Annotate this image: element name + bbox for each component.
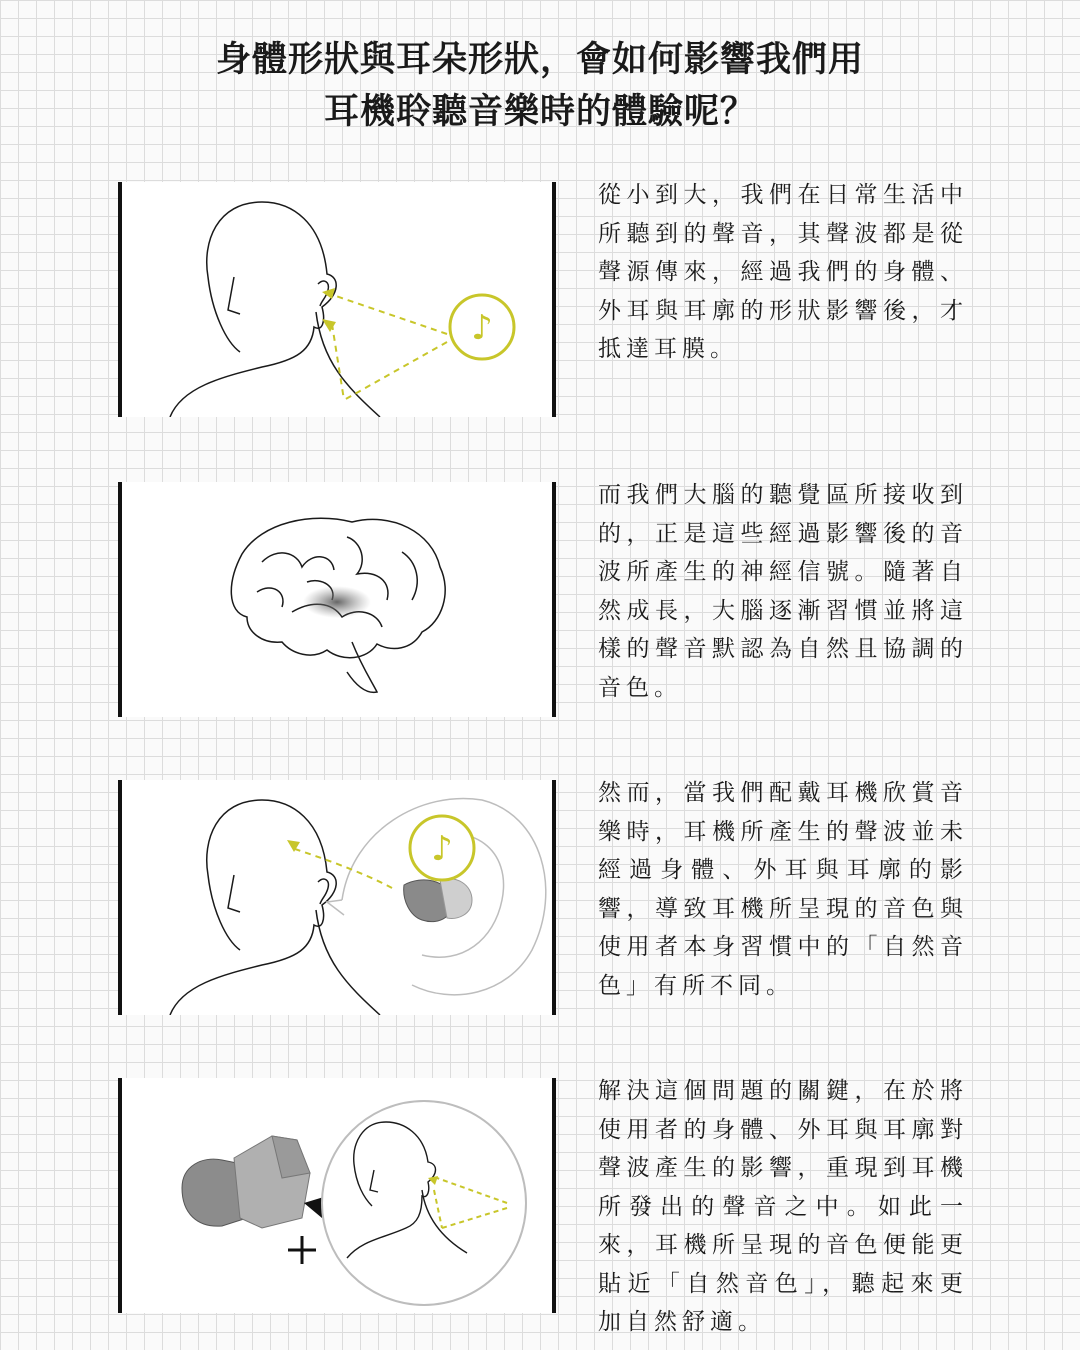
illustration-panel-2 — [118, 482, 556, 717]
section-text-3: 然而，當我們配戴耳機欣賞音樂時，耳機所產生的聲波並未經過身體、外耳與耳廓的影響，導致耳機所呈現的音色與使用者本身習慣中的「自然音色」有所不同。 — [598, 780, 968, 999]
section-text-1: 從小到大，我們在日常生活中所聽到的聲音，其聲波都是從聲源傳來，經過我們的身體、外耳與耳廓的形狀影響後，才抵達耳膜。 — [598, 182, 968, 362]
brain-icon — [122, 482, 552, 717]
illustration-panel-4 — [118, 1078, 556, 1313]
head-with-earphone-icon — [122, 780, 552, 1015]
head-with-music-note-icon — [122, 182, 552, 417]
earphone-plus-head-icon — [122, 1078, 552, 1313]
illustration-panel-3 — [118, 780, 556, 1015]
page-title-line-1: 身體形狀與耳朵形狀，會如何影響我們用 — [215, 39, 864, 80]
page-title-line-2: 耳機聆聽音樂時的體驗呢？ — [323, 91, 756, 132]
page-title — [0, 34, 1080, 138]
svg-text:♪: ♪ — [431, 829, 453, 869]
section-text-4: 解決這個問題的關鍵，在於將使用者的身體、外耳與耳廓對聲波產生的影響，重現到耳機所發出的聲音之中。如此一來，耳機所呈現的音色便能更貼近「自然音色」，聽起來更加自然舒適。 — [598, 1078, 968, 1335]
svg-text:♪: ♪ — [471, 308, 493, 348]
illustration-panel-1 — [118, 182, 556, 417]
section-text-2: 而我們大腦的聽覺區所接收到的，正是這些經過影響後的音波所產生的神經信號。隨著自然成長，大腦逐漸習慣並將這樣的聲音默認為自然且協調的音色。 — [598, 482, 968, 701]
